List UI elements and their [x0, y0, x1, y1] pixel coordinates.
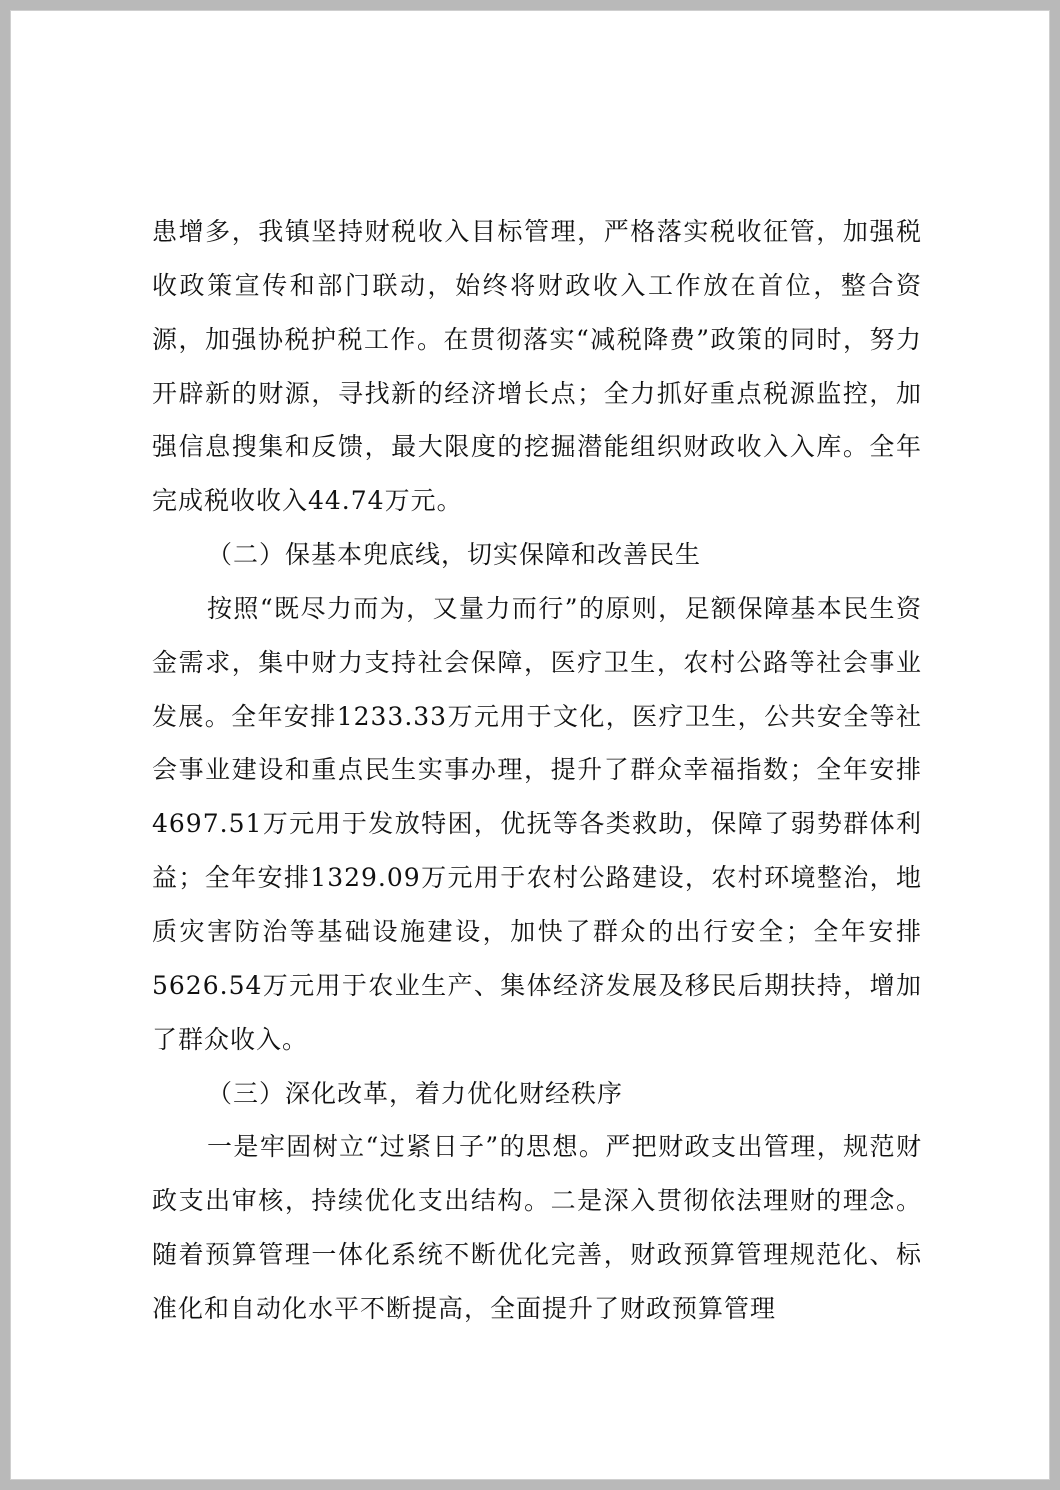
document-body — [152, 205, 922, 1336]
document-page — [10, 10, 1050, 1480]
paragraph-livelihood: 按照“既尽力而为，又量力而行”的原则，足额保障基本民生资金需求，集中财力支持社会保障，医疗卫生，农村公路等社会事业发展。全年安排1233.33万元用于文化，医疗卫生，公共安全等社会事业建设和重点民生实事办理，提升了群众幸福指数；全年安排4697.51万元用于发放特困，优抚等各类救助，保障了弱势群体利益；全年安排1329.09万元用于农村公路建设，农村环境整治，地质灾害防治等基础设施建设，加快了群众的出行安全；全年安排5626.54万元用于农业生产、集体经济发展及移民后期扶持，增加了群众收入。 — [152, 593, 922, 1054]
section-heading-2: （二）保基本兜底线，切实保障和改善民生 — [207, 540, 702, 570]
section-heading-3: （三）深化改革，着力优化财经秩序 — [207, 1078, 624, 1108]
paragraph-tax-revenue: 患增多，我镇坚持财税收入目标管理，严格落实税收征管，加强税收政策宣传和部门联动，始终将财政收入工作放在首位，整合资源，加强协税护税工作。在贯彻落实“减税降费”政策的同时，努力开辟新的财源，寻找新的经济增长点；全力抓好重点税源监控，加强信息搜集和反馈，最大限度的挖掘潜能组织财政收入入库。全年完成税收收入44.74万元。 — [152, 217, 922, 516]
paragraph-reform: 一是牢固树立“过紧日子”的思想。严把财政支出管理，规范财政支出审核，持续优化支出结构。二是深入贯彻依法理财的理念。随着预算管理一体化系统不断优化完善，财政预算管理规范化、标准化和自动化水平不断提高，全面提升了财政预算管理 — [152, 1132, 922, 1323]
